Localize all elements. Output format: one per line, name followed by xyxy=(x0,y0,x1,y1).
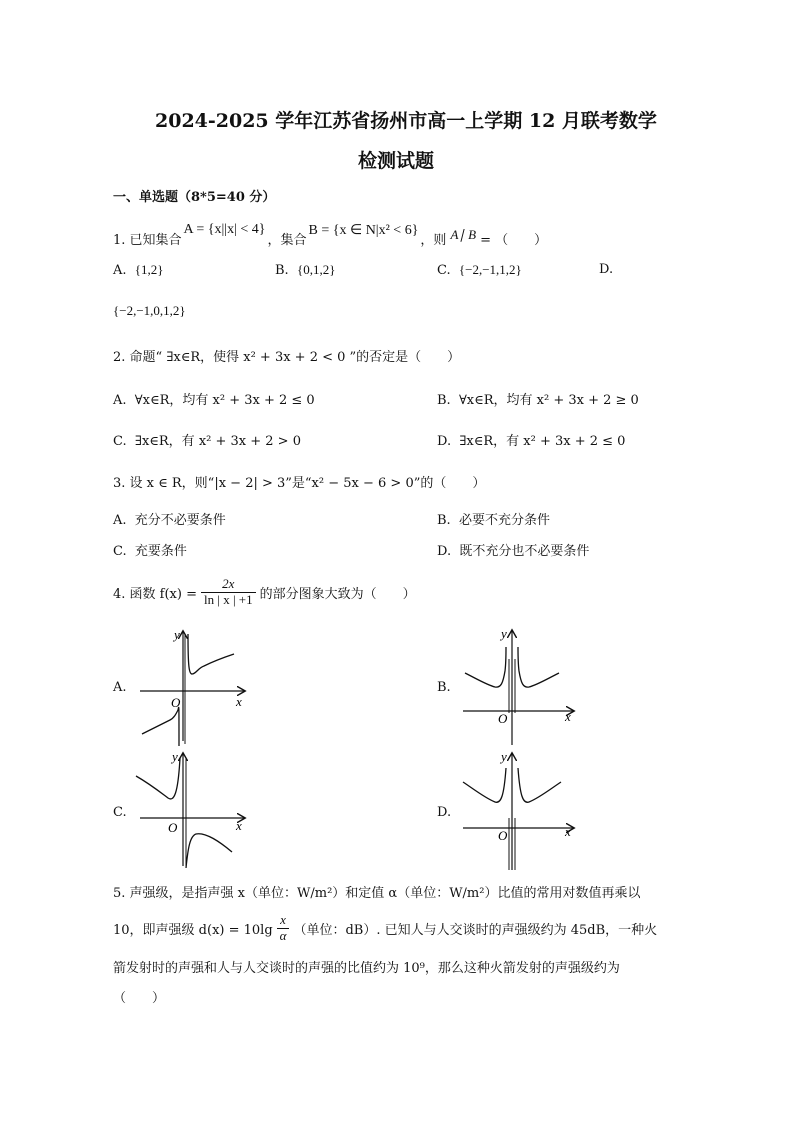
q1-option-c: C. {−2,−1,1,2} xyxy=(437,262,522,278)
graph-c-y-label: y xyxy=(172,749,178,764)
graph-a-curve-left xyxy=(142,707,179,746)
q1-option-b: B. {0,1,2} xyxy=(275,262,336,278)
question-4 xyxy=(113,572,416,612)
q3-option-a: A. 充分不必要条件 xyxy=(113,513,226,528)
q1-set-b: B = {x ∈ N|x² < 6} xyxy=(308,222,419,238)
q1-end: = （ ） xyxy=(480,232,548,248)
graph-c-x-label: x xyxy=(236,818,242,833)
q3-option-c: C. 充要条件 xyxy=(113,544,187,559)
graph-b-curve-left xyxy=(465,647,506,687)
q5-line2-b: （单位：dB）. 已知人与人交谈时的声强级约为 45dB，一种火 xyxy=(293,922,658,938)
q1-option-a: A. {1,2} xyxy=(113,262,164,278)
question-5-line1: 5. 声强级，是指声强 x（单位：W/m²）和定值 α（单位：W/m²）比值的常用对数值再乘以 xyxy=(113,886,641,901)
page-title: 2024-2025 学年江苏省扬州市高一上学期 12 月联考数学 xyxy=(155,110,657,132)
q3-option-b: B. 必要不充分条件 xyxy=(437,513,550,528)
page-subtitle: 检测试题 xyxy=(358,150,435,172)
q5-fraction xyxy=(277,913,290,943)
graph-c-curve-left xyxy=(136,758,180,799)
graph-c-curve-right xyxy=(186,834,232,868)
question-5-line2 xyxy=(113,908,657,948)
graph-d xyxy=(455,748,585,873)
graph-b-y-label: y xyxy=(501,626,507,641)
q4-denominator: ln | x | +1 xyxy=(203,591,253,607)
graph-d-curve-right xyxy=(518,768,561,802)
q4-fraction xyxy=(201,577,256,607)
question-5-line4: （ ） xyxy=(113,991,166,1006)
graph-a-y-label: y xyxy=(174,627,180,642)
graph-d-origin: O xyxy=(498,828,508,843)
graph-label-c: C. xyxy=(113,805,127,820)
graph-d-curve-left xyxy=(463,768,506,802)
q1-prefix: 1. 已知集合 xyxy=(113,232,182,248)
graph-label-b: B. xyxy=(437,680,451,695)
question-2: 2. 命题“ ∃x∈R，使得 x² + 3x + 2 < 0 ”的否定是（ ） xyxy=(113,350,461,365)
q2-option-d: D. ∃x∈R，有 x² + 3x + 2 ≤ 0 xyxy=(437,434,626,449)
graph-c-origin: O xyxy=(168,820,178,835)
q2-option-c: C. ∃x∈R，有 x² + 3x + 2 > 0 xyxy=(113,434,301,449)
q3-option-d: D. 既不充分也不必要条件 xyxy=(437,544,590,559)
q2-option-a: A. ∀x∈R，均有 x² + 3x + 2 ≤ 0 xyxy=(113,393,315,408)
graph-d-x-label: x xyxy=(565,824,571,839)
graph-a-curve-right xyxy=(188,634,234,674)
graph-a-x-label: x xyxy=(236,694,242,709)
graph-b xyxy=(455,625,585,750)
q4-suffix: 的部分图象大致为（ ） xyxy=(259,586,416,602)
graph-c xyxy=(132,748,262,868)
q2-option-b: B. ∀x∈R，均有 x² + 3x + 2 ≥ 0 xyxy=(437,393,639,408)
graph-label-d: D. xyxy=(437,805,452,820)
q5-numerator: x xyxy=(277,913,290,928)
question-1 xyxy=(113,218,547,258)
graph-d-y-label: y xyxy=(501,749,507,764)
graph-a-origin: O xyxy=(171,695,181,710)
question-3: 3. 设 x ∈ R，则“|x − 2| > 3”是“x² − 5x − 6 > 0”的（ ） xyxy=(113,476,486,491)
q4-prefix: 4. 函数 f(x) = xyxy=(113,586,197,602)
question-5-line3: 箭发射时的声强和人与人交谈时的声强的比值约为 10⁹，那么这种火箭发射的声强级约为 xyxy=(113,961,620,976)
q1-set-a: A = {x||x| < 4} xyxy=(183,222,266,237)
section-header: 一、单选题（8*5=40 分） xyxy=(113,190,276,205)
q5-line2-a: 10，即声强级 d(x) = 10lg xyxy=(113,922,273,938)
graph-b-curve-right xyxy=(518,647,559,687)
graph-a xyxy=(132,626,262,746)
graph-b-origin: O xyxy=(498,711,508,726)
q1-expr: A∣ B xyxy=(450,227,477,242)
graph-label-a: A. xyxy=(113,680,127,695)
q1-mid1: ，集合 xyxy=(267,232,307,248)
q4-numerator: 2x xyxy=(201,577,256,592)
graph-b-x-label: x xyxy=(565,709,571,724)
q1-option-d-text: {−2,−1,0,1,2} xyxy=(113,303,186,318)
q1-mid2: ，则 xyxy=(420,232,447,248)
q5-denominator: α xyxy=(279,927,287,943)
q1-option-d-label: D. xyxy=(599,262,614,277)
